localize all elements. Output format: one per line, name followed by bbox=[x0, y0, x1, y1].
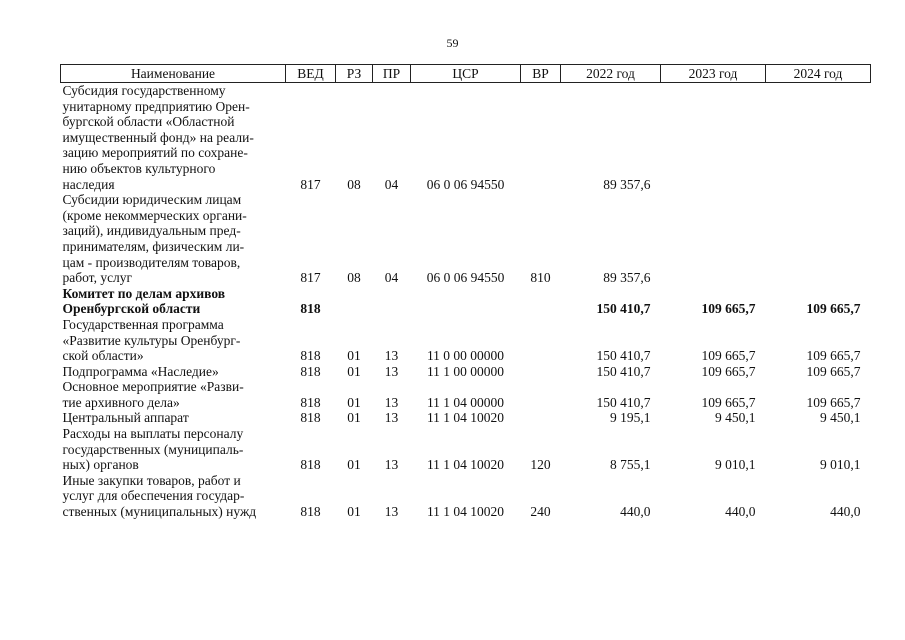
row-rz: 01 bbox=[347, 457, 361, 473]
row-pr: 04 bbox=[384, 176, 399, 192]
table-row bbox=[61, 364, 871, 380]
row-csr: 11 1 04 00000 bbox=[426, 394, 505, 410]
header-2023: 2023 год bbox=[661, 65, 766, 83]
row-ved: 818 bbox=[300, 363, 321, 379]
row-csr: 06 0 06 94550 bbox=[426, 270, 505, 286]
row-name: Комитет по делам архивов Оренбургской области bbox=[62, 285, 226, 317]
row-pr: 13 bbox=[384, 394, 399, 410]
row-rz: 08 bbox=[347, 176, 361, 192]
row-2023: 9 450,1 bbox=[715, 410, 756, 426]
row-vr bbox=[521, 364, 561, 380]
header-ved: ВЕД bbox=[286, 65, 336, 83]
row-rz: 01 bbox=[347, 504, 361, 520]
row-name: Субсидии юридическим лицам (кроме некоммерческих органи- заций), индивидуальным пред- принимателям, физическим ли- цам - производителям товаров, работ, услуг bbox=[62, 192, 247, 286]
row-rz: 01 bbox=[347, 410, 361, 426]
header-name: Наименование bbox=[61, 65, 286, 83]
row-csr: 06 0 06 94550 bbox=[426, 176, 505, 192]
row-2024 bbox=[766, 83, 871, 193]
header-csr: ЦСР bbox=[411, 65, 521, 83]
row-ved: 818 bbox=[300, 457, 321, 473]
row-pr: 13 bbox=[384, 348, 399, 364]
row-ved: 817 bbox=[300, 270, 321, 286]
row-vr bbox=[521, 83, 561, 193]
row-ved: 818 bbox=[300, 348, 321, 364]
row-2024: 109 665,7 bbox=[806, 363, 861, 379]
row-2023 bbox=[661, 83, 766, 193]
table-row bbox=[61, 379, 871, 410]
row-pr: 13 bbox=[384, 363, 399, 379]
row-name: Подпрограмма «Наследие» bbox=[62, 363, 219, 379]
table-row bbox=[61, 426, 871, 473]
budget-table bbox=[60, 64, 871, 520]
row-ved: 818 bbox=[300, 410, 321, 426]
row-2024: 109 665,7 bbox=[806, 348, 861, 364]
header-pr: ПР bbox=[373, 65, 411, 83]
row-2023: 109 665,7 bbox=[701, 301, 756, 317]
row-vr bbox=[521, 379, 561, 410]
table-row-section bbox=[61, 286, 871, 317]
row-2022: 89 357,6 bbox=[603, 176, 651, 192]
row-2023: 440,0 bbox=[725, 504, 756, 520]
row-csr: 11 1 04 10020 bbox=[426, 457, 505, 473]
row-csr: 11 1 04 10020 bbox=[426, 410, 505, 426]
table-row bbox=[61, 410, 871, 426]
row-2023: 109 665,7 bbox=[701, 363, 756, 379]
row-csr: 11 1 00 00000 bbox=[426, 363, 505, 379]
row-name: Государственная программа «Развитие культуры Оренбург- ской области» bbox=[62, 316, 241, 364]
row-name: Расходы на выплаты персоналу государственных (муниципаль- ных) органов bbox=[62, 426, 244, 473]
row-vr bbox=[521, 286, 561, 317]
row-vr: 240 bbox=[530, 504, 551, 520]
row-2024: 109 665,7 bbox=[806, 394, 861, 410]
row-2024: 440,0 bbox=[830, 504, 861, 520]
header-2022: 2022 год bbox=[561, 65, 661, 83]
row-rz bbox=[336, 286, 373, 317]
table-header-row bbox=[61, 65, 871, 83]
row-2023 bbox=[661, 192, 766, 286]
row-ved: 818 bbox=[300, 504, 321, 520]
row-2022: 89 357,6 bbox=[603, 270, 651, 286]
row-rz: 01 bbox=[347, 363, 361, 379]
header-vr: ВР bbox=[521, 65, 561, 83]
row-pr: 13 bbox=[384, 410, 399, 426]
row-ved: 817 bbox=[300, 176, 321, 192]
page-number: 59 bbox=[446, 36, 459, 50]
table-row bbox=[61, 83, 871, 193]
row-rz: 08 bbox=[347, 270, 361, 286]
row-2022: 440,0 bbox=[620, 504, 651, 520]
row-vr: 120 bbox=[530, 457, 551, 473]
row-pr: 04 bbox=[384, 270, 399, 286]
header-rz: РЗ bbox=[336, 65, 373, 83]
row-vr bbox=[521, 317, 561, 364]
header-2024: 2024 год bbox=[766, 65, 871, 83]
row-2022: 150 410,7 bbox=[596, 363, 651, 379]
row-pr bbox=[373, 286, 411, 317]
row-csr: 11 0 00 00000 bbox=[426, 348, 505, 364]
table-row bbox=[61, 192, 871, 286]
row-2022: 150 410,7 bbox=[596, 348, 651, 364]
row-2024 bbox=[766, 192, 871, 286]
row-ved: 818 bbox=[300, 301, 321, 317]
table-row bbox=[61, 317, 871, 364]
row-vr bbox=[521, 410, 561, 426]
row-name: Центральный аппарат bbox=[62, 410, 189, 426]
row-rz: 01 bbox=[347, 394, 361, 410]
row-2022: 8 755,1 bbox=[610, 457, 651, 473]
row-name: Основное мероприятие «Разви- тие архивного дела» bbox=[62, 379, 244, 410]
table-row bbox=[61, 473, 871, 520]
row-csr: 11 1 04 10020 bbox=[426, 504, 505, 520]
row-2022: 150 410,7 bbox=[596, 394, 651, 410]
row-vr: 810 bbox=[530, 270, 551, 286]
row-pr: 13 bbox=[384, 457, 399, 473]
row-2023: 109 665,7 bbox=[701, 348, 756, 364]
row-2023: 109 665,7 bbox=[701, 394, 756, 410]
row-rz: 01 bbox=[347, 348, 361, 364]
row-name: Субсидия государственному унитарному предприятию Орен- бургской области «Областной имущественный фонд» на реали- зацию мероприятий по сохране- нию объектов культурного наследия bbox=[62, 83, 254, 192]
row-2024: 9 010,1 bbox=[820, 457, 861, 473]
row-name: Иные закупки товаров, работ и услуг для обеспечения государ- ственных (муниципальных) нужд bbox=[62, 472, 257, 520]
row-2024: 109 665,7 bbox=[806, 301, 861, 317]
row-2023: 9 010,1 bbox=[715, 457, 756, 473]
row-2022: 150 410,7 bbox=[596, 301, 651, 317]
row-2022: 9 195,1 bbox=[610, 410, 651, 426]
row-2024: 9 450,1 bbox=[820, 410, 861, 426]
row-csr bbox=[411, 286, 521, 317]
row-ved: 818 bbox=[300, 394, 321, 410]
row-pr: 13 bbox=[384, 504, 399, 520]
